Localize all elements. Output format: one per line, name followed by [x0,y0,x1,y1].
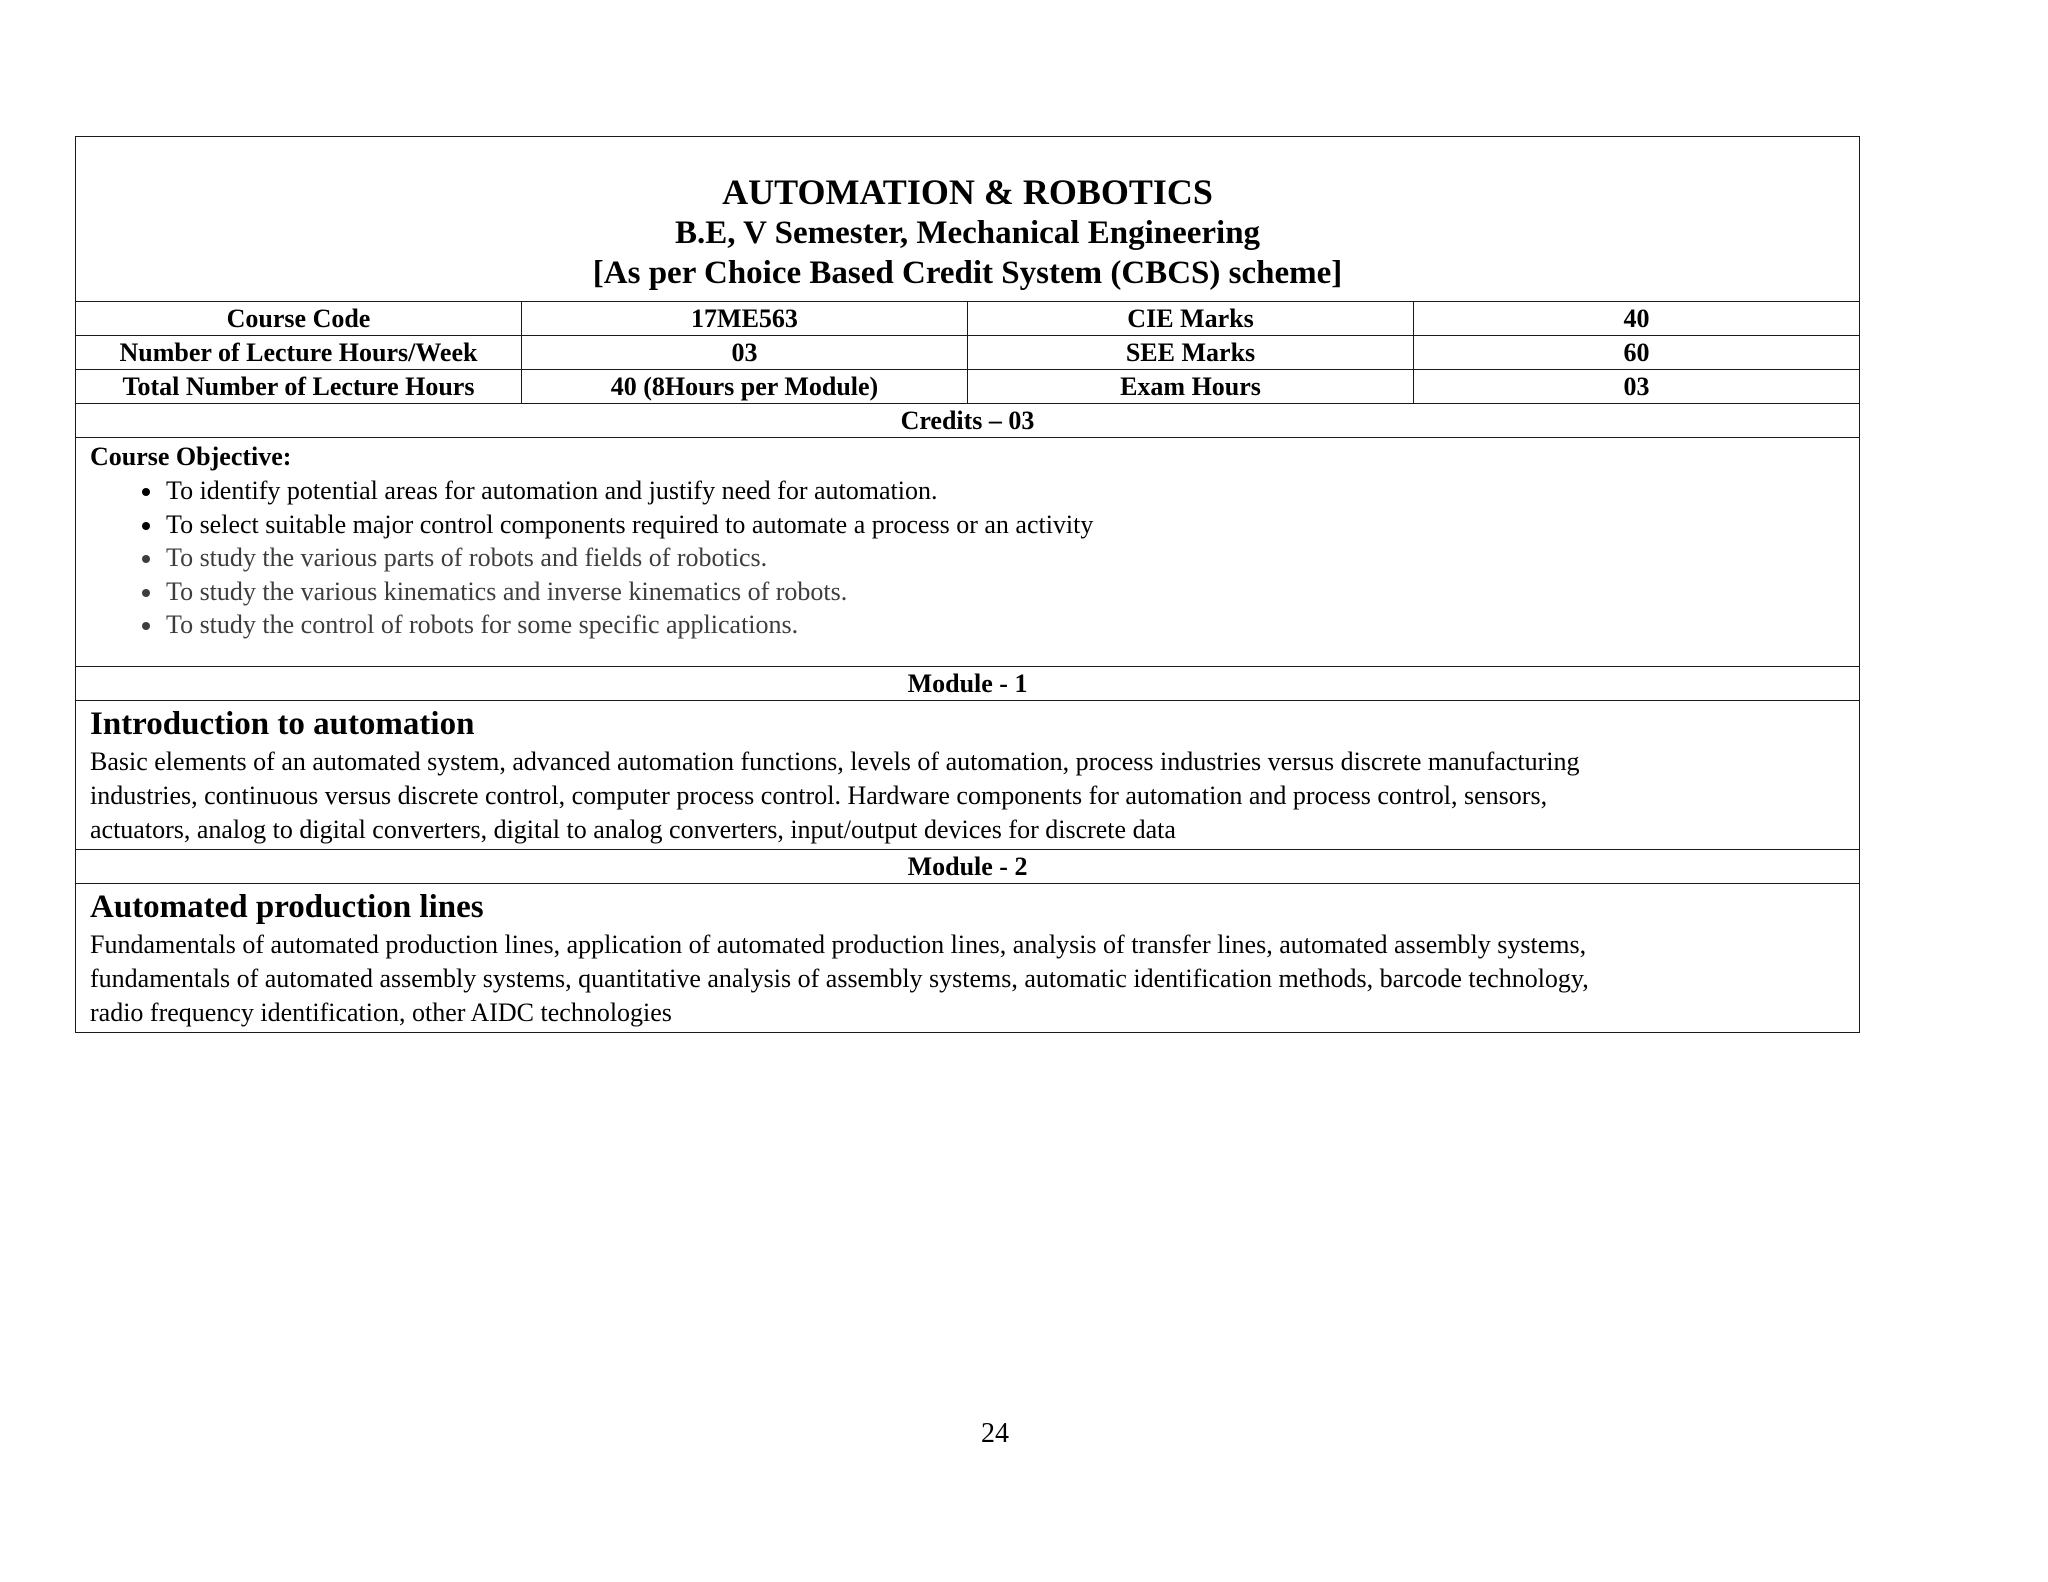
info-row-course-code [76,302,1860,336]
info-label: Total Number of Lecture Hours [76,370,522,404]
module-line: fundamentals of automated assembly systems, quantitative analysis of assembly systems, automatic identification methods, barcode technology, [90,964,1589,993]
info-value: 03 [1414,370,1860,404]
objective-item: • To study the various parts of robots and fields of robotics. [164,541,1845,575]
module-line: Basic elements of an automated system, advanced automation functions, levels of automation, process industries versus discrete manufacturing [90,747,1580,776]
module-2-body-row [76,884,1860,1033]
info-value: 60 [1414,336,1860,370]
module-body [76,701,1860,850]
syllabus-table [75,136,1860,1033]
module-line: industries, continuous versus discrete control, computer process control. Hardware components for automation and process control, sensors, [90,781,1548,810]
objective-item: • To study the various kinematics and inverse kinematics of robots. [164,575,1845,609]
page-number: 24 [981,1418,1009,1449]
course-title: AUTOMATION & ROBOTICS [722,172,1213,212]
module-1-body-row [76,701,1860,850]
objective-item: • To study the control of robots for some specific applications. [164,608,1845,642]
module-heading: Automated production lines [90,889,484,925]
module-line: Fundamentals of automated production lines, application of automated production lines, analysis of transfer lines, automated assembly systems, [90,930,1587,959]
info-label: Number of Lecture Hours/Week [76,336,522,370]
objective-item: • To select suitable major control components required to automate a process or an activity [164,508,1845,542]
objective-list [90,474,1845,642]
credits-row [76,404,1860,438]
objective-item: • To identify potential areas for automation and justify need for automation. [164,474,1845,508]
info-row-total-lecture-hours [76,370,1860,404]
course-scheme: [As per Choice Based Credit System (CBCS) scheme] [592,255,1343,291]
info-value: 40 (8Hours per Module) [522,370,968,404]
info-label: CIE Marks [968,302,1414,336]
objective-label: Course Objective: [90,442,292,471]
objective-row [76,438,1860,667]
objective-cell [76,438,1860,667]
module-body [76,884,1860,1033]
info-label: Exam Hours [968,370,1414,404]
module-2-header-row [76,850,1860,884]
course-subtitle: B.E, V Semester, Mechanical Engineering [674,215,1261,251]
module-1-header-row [76,667,1860,701]
info-value: 17ME563 [522,302,968,336]
info-value: 40 [1414,302,1860,336]
module-line: radio frequency identification, other AIDC technologies [90,998,672,1027]
title-row [76,137,1860,302]
info-label: Course Code [76,302,522,336]
info-label: SEE Marks [968,336,1414,370]
module-line: actuators, analog to digital converters, digital to analog converters, input/output devices for discrete data [90,815,1176,844]
module-label: Module - 1 [76,667,1860,701]
info-value: 03 [522,336,968,370]
title-cell [76,137,1860,302]
module-label: Module - 2 [76,850,1860,884]
credits-text: Credits – 03 [76,404,1860,438]
info-row-lecture-hours-week [76,336,1860,370]
module-heading: Introduction to automation [90,706,475,742]
